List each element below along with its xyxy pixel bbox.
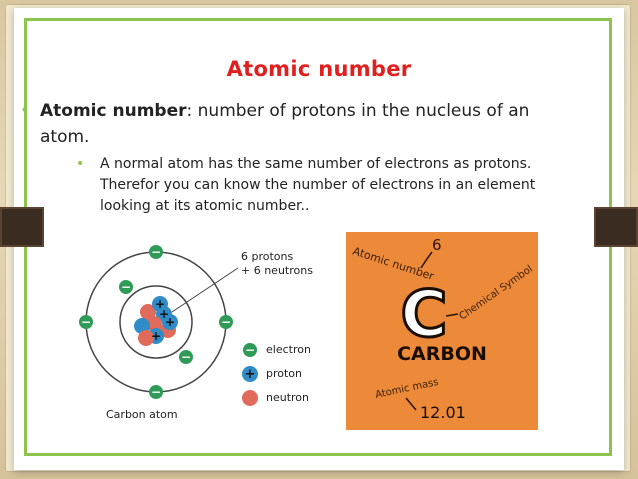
svg-text:−: − [120,280,132,294]
electron [219,315,233,329]
bullet-definition: : number of protons in the nucleus of an atom. [40,101,530,147]
slide-title: Atomic number [226,57,412,81]
atomic-number-value: 6 [432,236,442,254]
right-frame-tab [594,207,638,247]
electron [149,385,163,399]
legend-proton [242,366,258,382]
atomic-mass-label: Atomic mass [374,376,440,401]
carbon-atom-diagram [76,232,318,430]
svg-text:−: − [180,350,192,364]
legend-electron-label: electron [266,343,311,356]
symbol-arrow [446,314,458,316]
atomic-mass-arrow [406,398,416,410]
element-name: CARBON [397,343,487,365]
electron [179,350,193,364]
carbon-element-card [346,232,538,430]
svg-text:+: + [244,367,256,382]
legend-neutron-label: neutron [266,391,310,404]
atomic-mass-value: 12.01 [420,403,466,422]
nucleus [134,296,178,346]
atomic-number-arrow [421,252,432,268]
bullet-dot: • [20,101,31,121]
element-card-svg [346,232,538,430]
svg-text:−: − [80,315,92,329]
atomic-number-label: Atomic number [351,244,436,284]
bullet-electrons [76,154,550,217]
sub-bullet-dot: • [76,156,85,172]
chemical-symbol-label: Chemical Symbol [457,263,535,323]
svg-text:−: − [150,245,162,259]
bullet-atomic-number [20,98,580,150]
element-symbol: C [400,278,448,352]
electron [79,315,93,329]
electron [149,245,163,259]
bullet-term: Atomic number [40,101,187,121]
neutrons-label: + 6 neutrons [241,264,313,277]
svg-text:+: + [150,329,162,343]
legend-proton-label: proton [266,367,303,380]
legend-electron [243,343,257,357]
svg-text:−: − [220,315,232,329]
atom-caption: Carbon atom [106,408,178,421]
svg-text:+: + [154,297,166,311]
left-frame-tab [0,207,44,247]
svg-text:+: + [158,307,170,321]
sub-bullet-text: A normal atom has the same number of electrons as protons. Therefor you can know the number of electrons in an element looking at its atomic number.. [100,156,536,214]
legend-neutron [242,390,258,406]
atom-svg [76,232,318,430]
pointer-line [172,268,238,312]
svg-text:−: − [150,385,162,399]
svg-text:−: − [244,343,256,357]
protons-label: 6 protons [241,250,294,263]
electron [119,280,133,294]
svg-text:+: + [164,315,176,329]
